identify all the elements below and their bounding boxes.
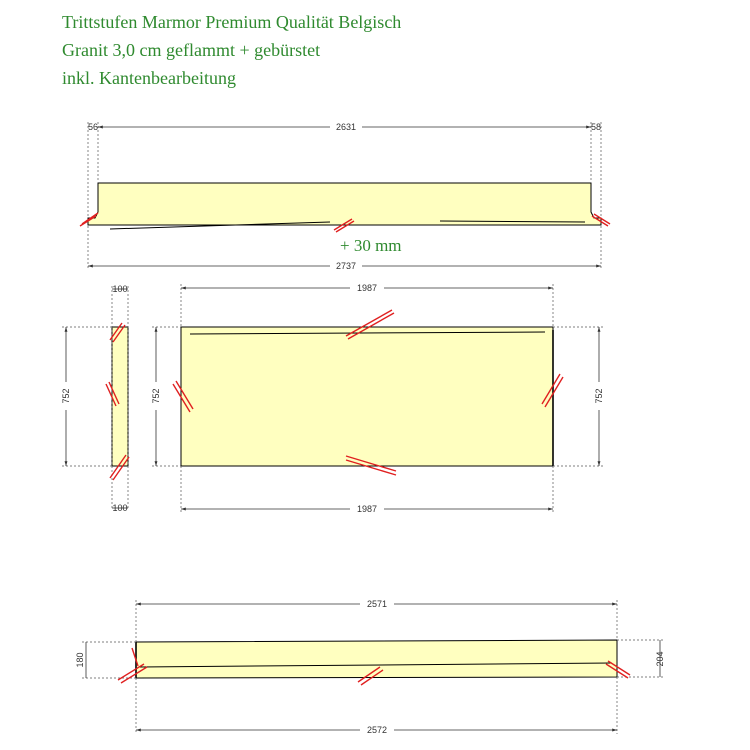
header-note: inkl. Kantenbearbeitung [62,68,236,88]
piece2-dim-top-label: 1987 [356,283,378,293]
header-material: Granit 3,0 cm geflammt + gebürstet [62,40,321,60]
piece-3 [75,599,665,735]
piece2-dim-left-label: 752 [61,388,71,404]
piece2-strip-shape [112,327,128,466]
header-title: Trittstufen Marmor Premium Qualität Belgisch [62,12,402,32]
piece3-strip-shape [136,640,617,678]
piece2-strip-top-label: 100 [112,284,128,294]
piece1-tread-shape [88,183,601,225]
piece2-strip-bottom-label: 100 [112,503,128,513]
piece3-dim-right-label: 204 [655,651,665,667]
piece2-riser-shape [181,327,553,466]
piece1-dim-left-label: 56 [87,122,99,132]
piece-1 [80,122,610,271]
piece1-note: + 30 mm [340,236,402,255]
piece3-dim-bottom-label: 2572 [366,725,388,735]
piece-2 [61,283,604,514]
piece1-dim-top-label: 2631 [335,122,357,132]
piece3-dim-top-label: 2571 [366,599,388,609]
piece2-dim-right-label: 752 [594,388,604,404]
piece1-dim-bottom-label: 2737 [335,261,357,271]
piece3-dim-left-label: 180 [75,652,85,668]
piece1-dim-right-label: 58 [590,122,602,132]
piece2-dim-bottom-label: 1987 [356,504,378,514]
piece2-dim-inner-label: 752 [151,388,161,404]
